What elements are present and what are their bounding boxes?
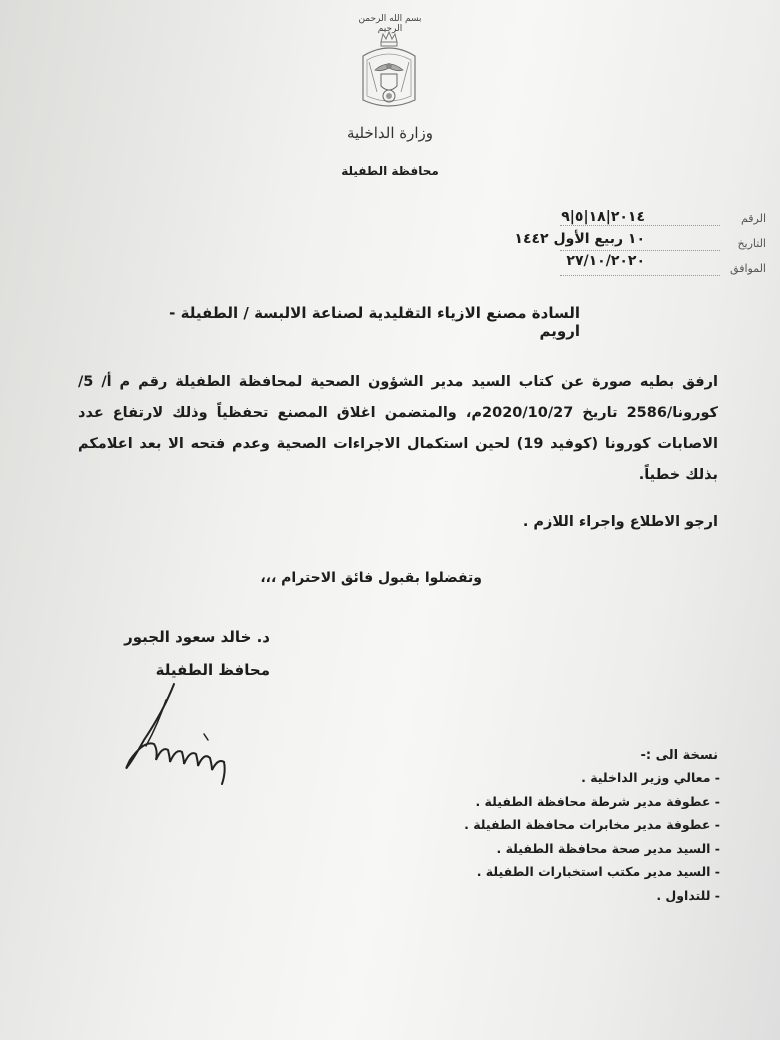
- signatory-name: د. خالد سعود الجبور: [124, 628, 270, 646]
- letter-body: ارفق بطيه صورة عن كتاب السيد مدير الشؤون الصحية لمحافظة الطفيلة رقم م أ/ 5/ كورونا/2586 تاريخ 2020/10/27م، والمتضمن اغلاق المصنع تحفظياً وذلك لارتفاع عدد الاصابات كورونا (كوفيد 19) لحين استكمال الاجراءات الصحية وعدم فتحه الا بعد اعلامكم بذلك خطياً.: [78, 374, 719, 483]
- basmala: بسم الله الرحمن الرحيم: [358, 14, 422, 34]
- addressee: السادة مصنع الازياء التقليدية لصناعة الالبسة / الطفيلة - ارويم: [169, 304, 580, 340]
- hijri-date-value: ١٠ ربيع الأول ١٤٤٢: [514, 231, 645, 247]
- reference-values: [445, 206, 645, 272]
- request-line: ارجو الاطلاع واجراء اللازم .: [522, 514, 718, 530]
- copies-label: نسخة الى :-: [640, 748, 718, 763]
- list-item: - عطوفة مدير شرطة محافظة الطفيلة .: [475, 793, 720, 809]
- list-item: - عطوفة مدير مخابرات محافظة الطفيلة .: [464, 817, 720, 832]
- list-item: - معالي وزير الداخلية .: [581, 770, 720, 785]
- closing-line: وتفضلوا بقبول فائق الاحترام ،،،: [260, 570, 482, 586]
- list-item: - للتداول .: [656, 887, 720, 903]
- ministry-name: وزارة الداخلية: [346, 124, 434, 142]
- list-item: - السيد مدير مكتب استخبارات الطفيلة .: [476, 864, 720, 879]
- reference-labels: [696, 206, 766, 281]
- list-item: - السيد مدير صحة محافظة الطفيلة .: [496, 840, 720, 856]
- governorate-name: محافظة الطفيلة: [341, 164, 439, 178]
- copies-list: [420, 766, 720, 907]
- signatory-title: محافظ الطفيلة: [155, 661, 270, 679]
- reference-line: [560, 275, 720, 276]
- reference-number-value: ٢٠١٤|١٨|٥|٩: [561, 209, 645, 225]
- handwritten-signature: [104, 680, 244, 790]
- date-label: التاريخ: [737, 237, 766, 250]
- jordan-coat-of-arms-icon: [355, 30, 423, 116]
- number-label: الرقم: [740, 212, 766, 225]
- gregorian-date-value: ٢٧/١٠/٢٠٢٠: [566, 253, 645, 269]
- corresponding-label: الموافق: [730, 262, 766, 275]
